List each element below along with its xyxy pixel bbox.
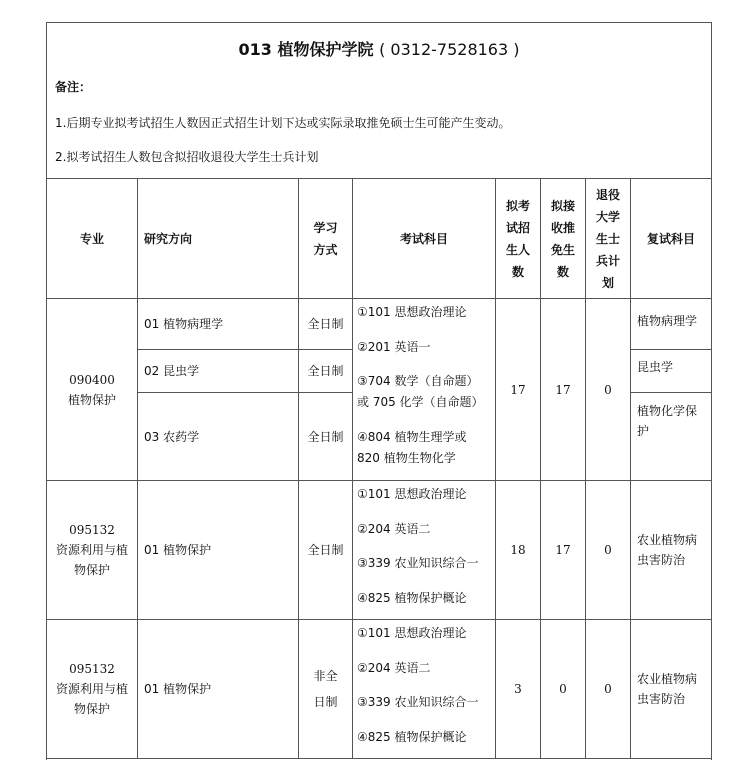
title-phone: ( 0312-7528163 ) [379, 40, 520, 59]
exam-subject: 820 植物生物化学 [357, 451, 456, 465]
major-cell [47, 620, 137, 758]
retest-subject: 昆虫学 [637, 360, 674, 374]
veteran-plan-value: 0 [604, 543, 612, 557]
header-exam-count-line: 拟考 [505, 198, 530, 213]
exam-count-value: 17 [510, 382, 526, 397]
header-exam-subjects: 考试科目 [399, 231, 448, 246]
exam-subject: ②204 英语二 [357, 522, 431, 536]
study-mode-cell [299, 620, 352, 758]
study-mode-cell: 全日制 [307, 543, 344, 557]
header-exam-count [496, 179, 540, 298]
exam-subject: ③339 农业知识综合一 [357, 556, 479, 570]
major-name: 植物保护 [67, 392, 116, 407]
header-exam-count-line: 试招 [505, 220, 530, 235]
header-veteran-line: 兵计 [595, 253, 620, 268]
study-mode-cell: 全日制 [307, 429, 344, 444]
exam-subject: ③339 农业知识综合一 [357, 695, 479, 709]
header-veteran-line: 退役 [595, 187, 620, 202]
retest-subject-line: 农业植物病 [637, 533, 698, 547]
exam-subject: ④804 植物生理学或 [357, 430, 467, 444]
header-study-mode [299, 179, 352, 298]
study-mode-cell: 全日制 [307, 364, 344, 378]
exam-subject: ④825 植物保护概论 [357, 591, 467, 605]
recommend-count-value: 0 [559, 682, 567, 696]
exam-count-value: 3 [514, 682, 522, 696]
header-veteran-line: 大学 [595, 209, 620, 224]
remark-line-1: 1.后期专业拟考试招生人数因正式招生计划下达或实际录取推免硕士生可能产生变动。 [55, 116, 511, 130]
exam-subject: ②204 英语二 [357, 661, 431, 675]
retest-subject-line: 植物化学保 [637, 404, 698, 418]
retest-subject [631, 481, 711, 619]
exam-subject: ①101 思想政治理论 [357, 626, 467, 640]
veteran-plan-value: 0 [604, 382, 612, 397]
retest-subject [631, 401, 711, 449]
retest-subject-line: 虫害防治 [637, 553, 686, 567]
header-study-mode-line: 学习 [313, 220, 338, 235]
major-name: 资源利用与植 [55, 543, 128, 557]
exam-subject: ②201 英语一 [357, 340, 431, 354]
major-cell [47, 481, 137, 619]
retest-subject-line: 农业植物病 [637, 672, 698, 686]
recommend-count-value: 17 [555, 543, 571, 557]
header-veteran-plan [586, 179, 630, 298]
admission-table [46, 22, 712, 760]
major-cell [47, 299, 137, 480]
exam-subject: ③704 数学（自命题） [357, 374, 479, 388]
exam-subject: ①101 思想政治理论 [357, 487, 467, 501]
major-code: 095132 [69, 523, 115, 537]
header-study-mode-line: 方式 [313, 242, 338, 257]
exam-count-value: 18 [510, 543, 526, 557]
remark-line-2: 2.拟考试招生人数包含拟招收退役大学生士兵计划 [55, 150, 319, 164]
direction-cell: 01 植物保护 [144, 682, 212, 696]
direction-cell: 01 植物保护 [144, 543, 212, 557]
header-recommend-line: 拟接 [550, 198, 575, 213]
header-major: 专业 [79, 231, 104, 246]
header-exam-count-line: 数 [511, 264, 524, 279]
header-direction: 研究方向 [144, 231, 193, 246]
exam-subject: ①101 思想政治理论 [357, 305, 467, 319]
major-name: 物保护 [73, 563, 110, 577]
study-mode-cell: 全日制 [307, 317, 344, 331]
major-name: 资源利用与植 [55, 682, 128, 696]
recommend-count-value: 17 [555, 382, 571, 397]
major-code: 090400 [69, 372, 115, 387]
header-veteran-line: 划 [601, 275, 614, 290]
header-veteran-line: 生士 [595, 231, 620, 246]
direction-cell: 02 昆虫学 [144, 364, 200, 378]
exam-subject: 或 705 化学（自命题） [357, 395, 484, 409]
header-recommend-line: 收推 [550, 220, 575, 235]
direction-cell: 03 农药学 [144, 429, 200, 444]
header-recommend-count [541, 179, 585, 298]
exam-subject: ④825 植物保护概论 [357, 730, 467, 744]
retest-subject [631, 620, 711, 758]
retest-subject-line: 虫害防治 [637, 692, 686, 706]
retest-subject: 植物病理学 [637, 314, 698, 328]
major-name: 物保护 [73, 702, 110, 716]
header-retest-subjects: 复试科目 [646, 231, 695, 246]
direction-cell: 01 植物病理学 [144, 317, 224, 331]
retest-subject-line: 护 [637, 424, 650, 438]
header-exam-count-line: 生人 [505, 242, 530, 257]
study-mode-line: 非全 [313, 669, 338, 683]
title-main: 013 植物保护学院 [238, 40, 374, 59]
grid-line [630, 392, 711, 393]
veteran-plan-value: 0 [604, 682, 612, 696]
header-recommend-line: 免生 [550, 242, 575, 257]
page-title [47, 37, 711, 60]
header-recommend-line: 数 [556, 264, 569, 279]
major-code: 095132 [69, 662, 115, 676]
study-mode-line: 日制 [313, 695, 338, 709]
remarks-label: 备注： [55, 80, 92, 94]
